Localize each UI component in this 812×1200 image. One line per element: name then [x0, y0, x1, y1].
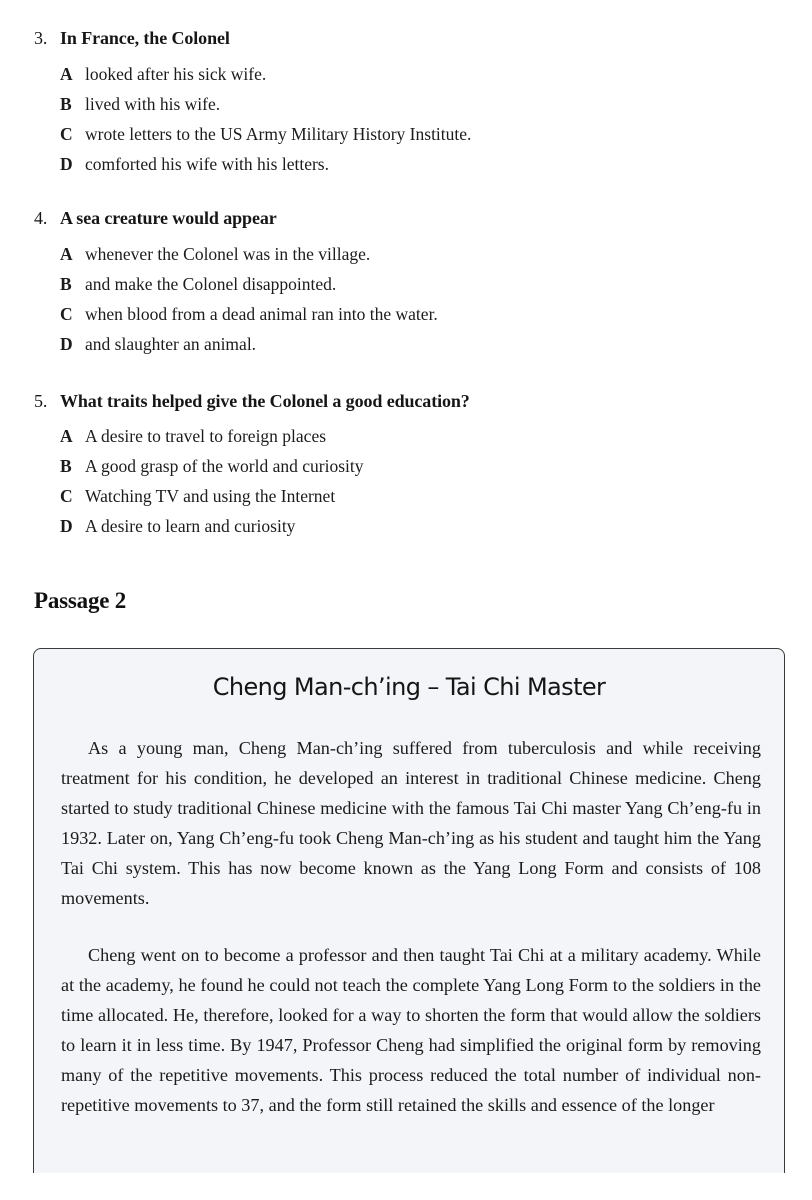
question-prompt: In France, the Colonel: [60, 28, 230, 48]
option-text: comforted his wife with his letters.: [85, 154, 329, 174]
option-letter: A: [60, 426, 73, 446]
answer-option-c[interactable]: [34, 303, 774, 333]
option-letter: A: [60, 244, 73, 264]
option-letter: C: [60, 304, 73, 324]
option-text: and make the Colonel disappointed.: [85, 274, 337, 294]
answer-option-d[interactable]: [34, 333, 774, 363]
option-letter: A: [60, 64, 73, 84]
option-letter: C: [60, 486, 73, 506]
question-number: 3.: [34, 28, 48, 48]
answer-option-a[interactable]: [34, 63, 774, 93]
passage-box: [33, 648, 785, 1173]
option-text: looked after his sick wife.: [85, 64, 267, 84]
option-text: when blood from a dead animal ran into the water.: [85, 304, 438, 324]
answer-option-b[interactable]: [34, 93, 774, 123]
passage-heading: Passage 2: [34, 588, 127, 613]
question-5: [34, 390, 774, 545]
question-prompt: What traits helped give the Colonel a good education?: [60, 391, 470, 411]
answer-option-c[interactable]: [34, 485, 774, 515]
option-text: whenever the Colonel was in the village.: [85, 244, 371, 264]
option-text: A good grasp of the world and curiosity: [85, 456, 364, 476]
question-prompt-row: [34, 27, 774, 49]
answer-options: [34, 63, 774, 183]
question-prompt-row: [34, 207, 774, 229]
question-prompt-row: [34, 390, 774, 412]
question-3: [34, 27, 774, 183]
answer-option-b[interactable]: [34, 455, 774, 485]
passage-title: Cheng Man-ch’ing – Tai Chi Master: [212, 673, 606, 701]
question-4: [34, 207, 774, 363]
option-letter: B: [60, 94, 72, 114]
answer-option-b[interactable]: [34, 273, 774, 303]
option-letter: D: [60, 154, 73, 174]
passage-paragraph-2: Cheng went on to become a professor and then taught Tai Chi at a military academy. While at the academy, he found he could not teach the complete Yang Long Form to the soldiers in the time allocated. He, therefore, looked for a way to shorten the form that would allow the soldiers to learn it in less time. By 1947, Professor Cheng had simplified the original form by removing many of the repetitive movements. This process reduced the total number of individual non-repetitive movements to 37, and the form still retained the skills and essence of the longer: [61, 945, 761, 1116]
answer-option-a[interactable]: [34, 425, 774, 455]
option-letter: B: [60, 274, 72, 294]
answer-option-d[interactable]: [34, 515, 774, 545]
option-letter: D: [60, 334, 73, 354]
option-letter: B: [60, 456, 72, 476]
option-text: Watching TV and using the Internet: [85, 486, 336, 506]
answer-option-a[interactable]: [34, 243, 774, 273]
option-text: A desire to travel to foreign places: [85, 426, 327, 446]
option-text: wrote letters to the US Army Military History Institute.: [85, 124, 472, 144]
question-number: 4.: [34, 208, 48, 228]
question-prompt: A sea creature would appear: [60, 208, 277, 228]
option-text: and slaughter an animal.: [85, 334, 257, 354]
answer-options: [34, 243, 774, 363]
answer-option-c[interactable]: [34, 123, 774, 153]
answer-options: [34, 425, 774, 545]
question-number: 5.: [34, 391, 48, 411]
answer-option-d[interactable]: [34, 153, 774, 183]
option-text: A desire to learn and curiosity: [85, 516, 296, 536]
option-letter: C: [60, 124, 73, 144]
passage-paragraph-1: As a young man, Cheng Man-ch’ing suffered from tuberculosis and while receiving treatment for his condition, he developed an interest in traditional Chinese medicine. Cheng started to study traditional Chinese medicine with the famous Tai Chi master Yang Ch’eng-fu in 1932. Later on, Yang Ch’eng-fu took Cheng Man-ch’ing as his student and taught him the Yang Tai Chi system. This has now become known as the Yang Long Form and consists of 108 movements.: [61, 738, 761, 909]
option-text: lived with his wife.: [85, 94, 221, 114]
option-letter: D: [60, 516, 73, 536]
